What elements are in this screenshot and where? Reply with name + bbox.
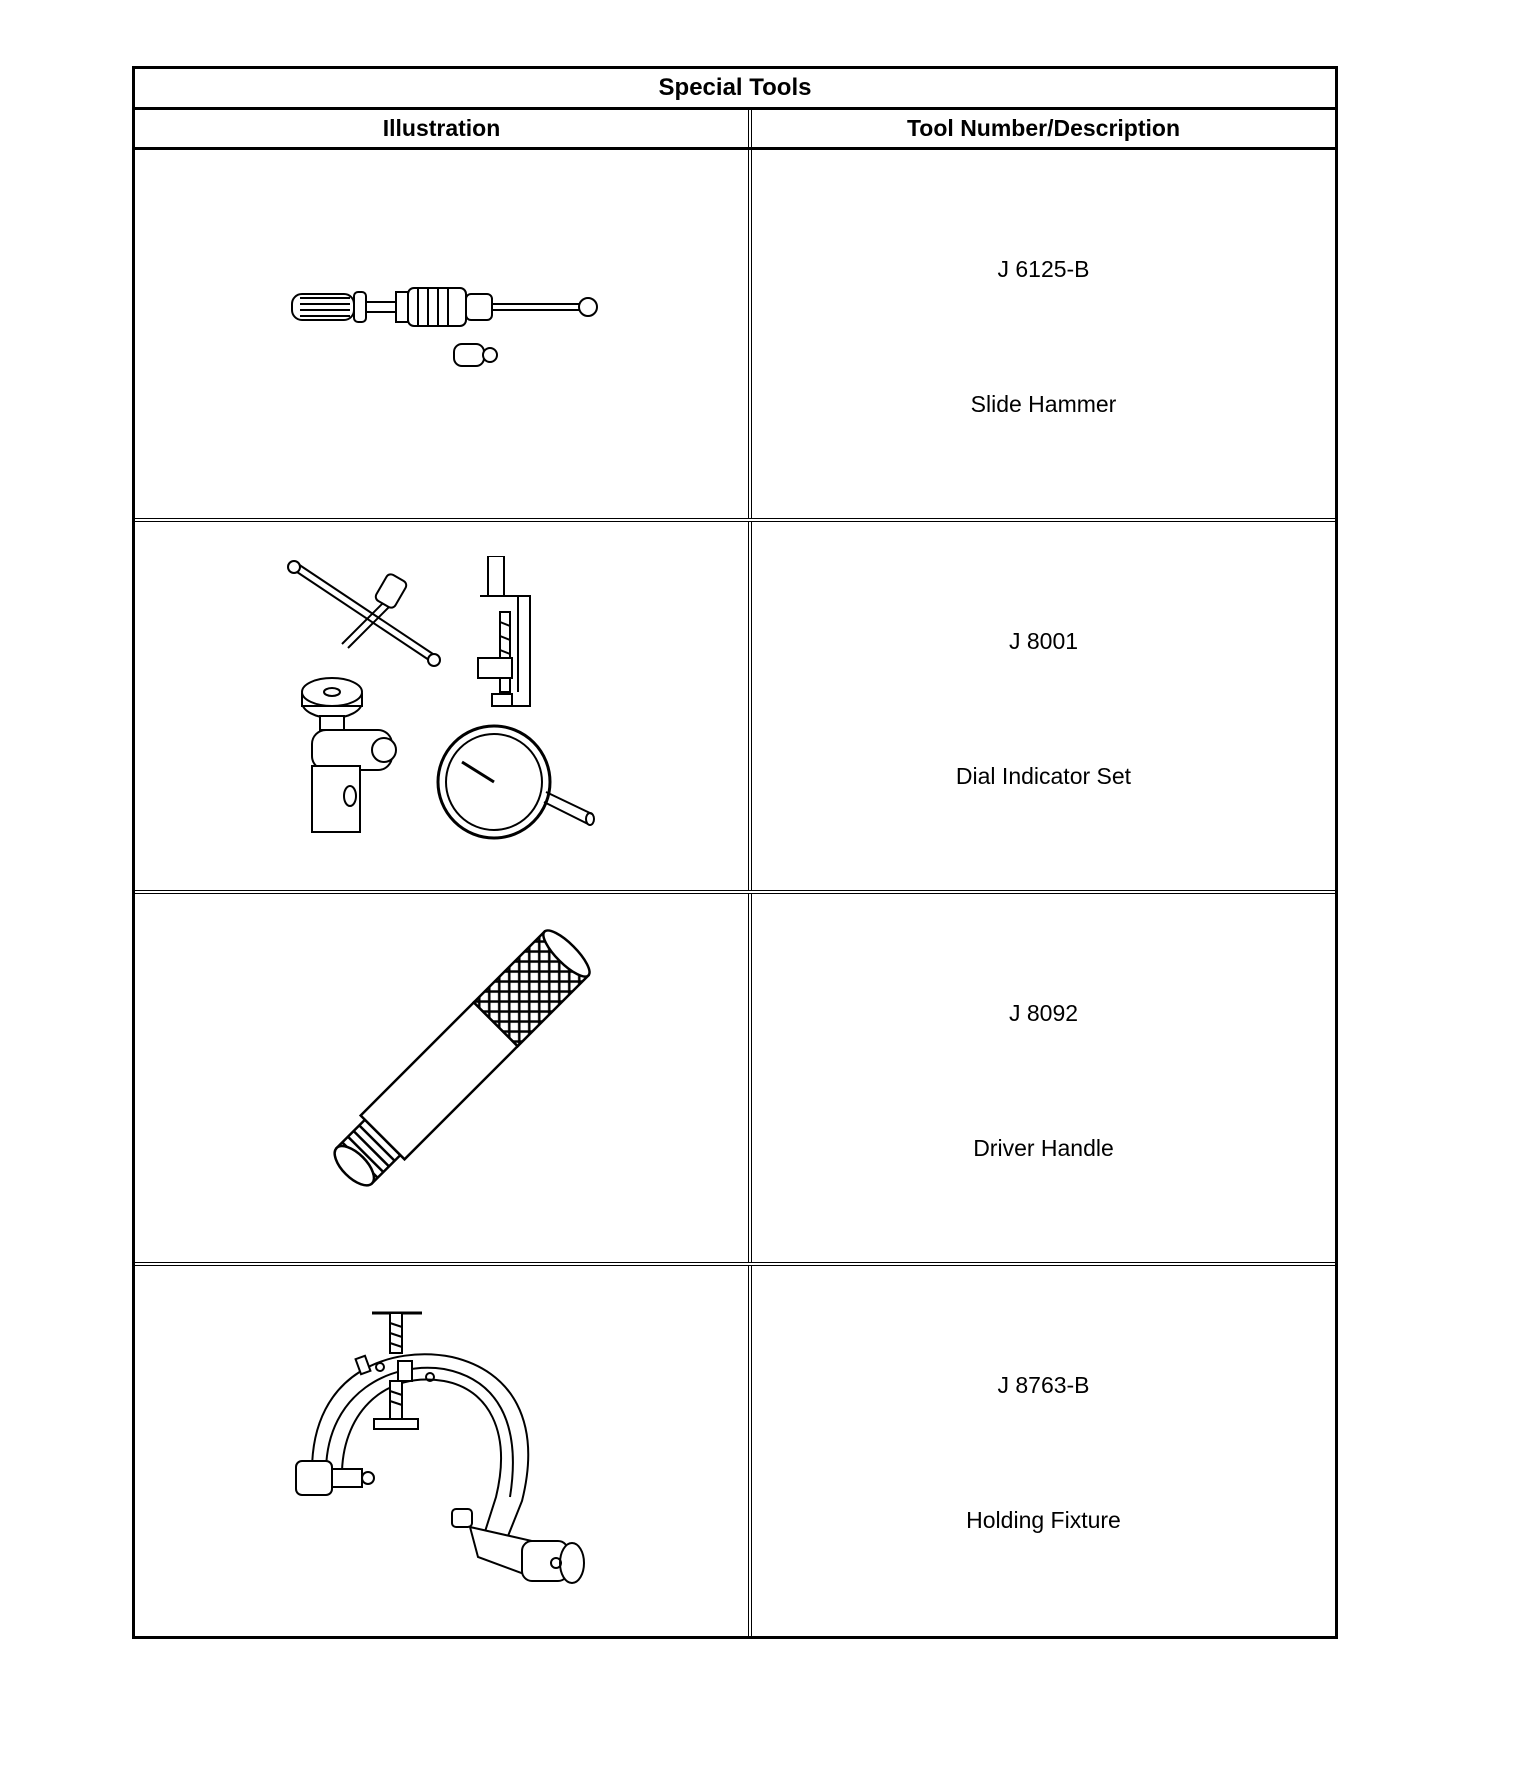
slide-hammer-icon xyxy=(272,274,612,394)
tool-description: Driver Handle xyxy=(973,1135,1114,1161)
table-row xyxy=(135,894,1335,1266)
tool-description: Slide Hammer xyxy=(970,391,1117,417)
holding-fixture-icon xyxy=(282,1301,602,1601)
description-cell xyxy=(752,522,1335,890)
illustration-cell xyxy=(135,894,752,1262)
tool-number: J 6125-B xyxy=(997,256,1090,282)
table-row xyxy=(135,522,1335,894)
special-tools-table xyxy=(132,66,1338,1639)
illustration-cell xyxy=(135,1266,752,1636)
illustration-header: Illustration xyxy=(135,110,752,147)
illustration-cell xyxy=(135,522,752,890)
description-header: Tool Number/Description xyxy=(906,115,1181,141)
description-cell xyxy=(752,1266,1335,1636)
table-title: Special Tools xyxy=(135,69,1335,110)
table-row xyxy=(135,150,1335,522)
tool-description: Dial Indicator Set xyxy=(955,763,1132,789)
table-row xyxy=(135,1266,1335,1636)
tool-number: J 8763-B xyxy=(997,1372,1090,1398)
tool-number: J 8001 xyxy=(1008,628,1079,654)
dial-indicator-set-icon xyxy=(282,556,602,856)
tool-description: Holding Fixture xyxy=(966,1507,1121,1533)
driver-handle-icon xyxy=(282,923,602,1233)
illustration-cell xyxy=(135,150,752,518)
description-cell xyxy=(752,894,1335,1262)
tool-number: J 8092 xyxy=(1008,1000,1079,1026)
header-row xyxy=(135,110,1335,150)
description-cell xyxy=(752,150,1335,518)
